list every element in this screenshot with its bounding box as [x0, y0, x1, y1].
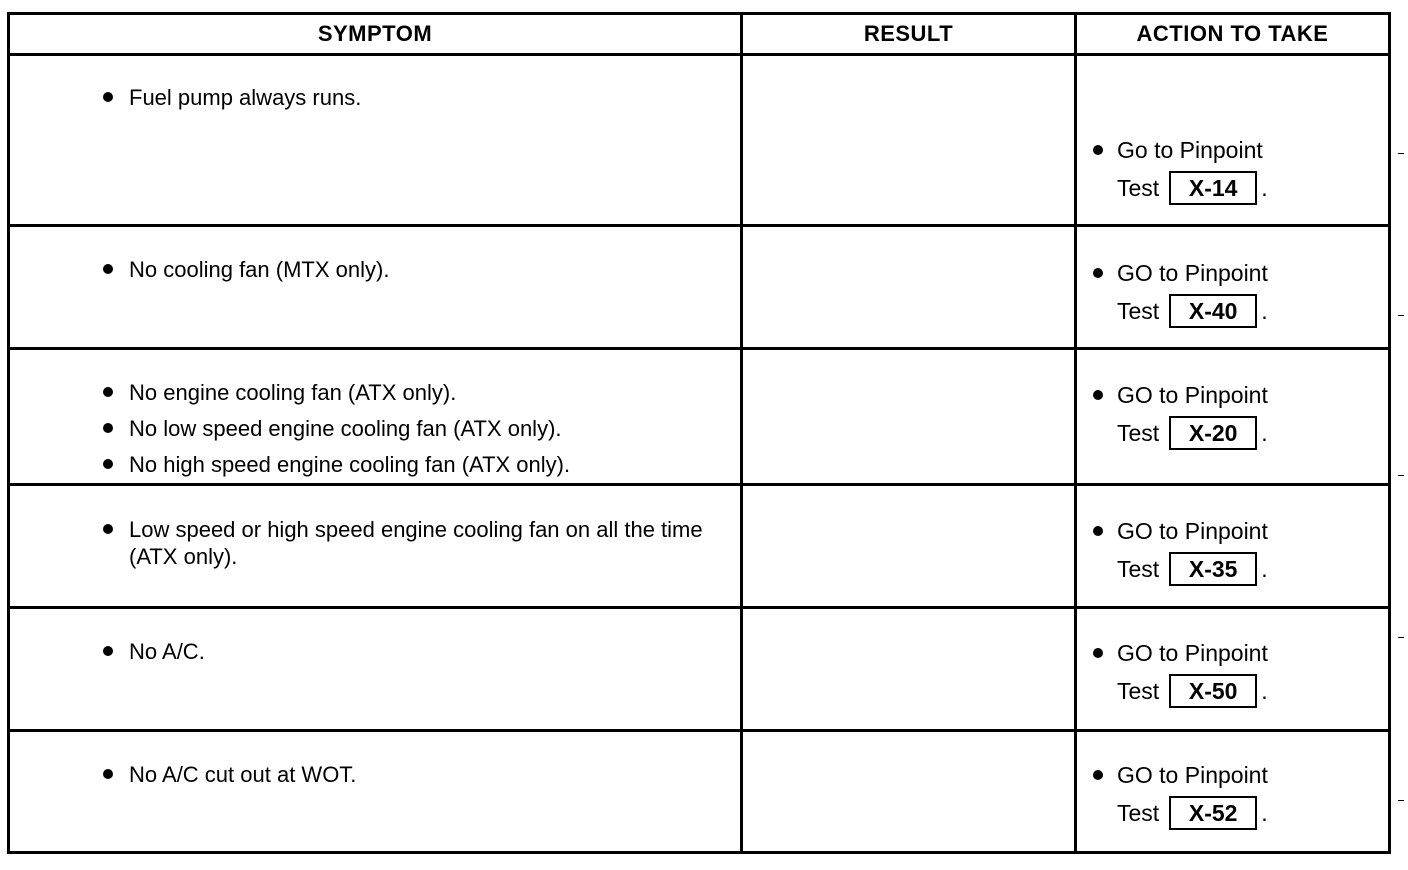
- action-prefix: GO to Pinpoint: [1091, 756, 1268, 794]
- pinpoint-test-code: X-35: [1169, 552, 1257, 586]
- table-border-right: [1388, 12, 1391, 854]
- pinpoint-test-code: X-20: [1169, 416, 1257, 450]
- header-result: RESULT: [863, 21, 954, 46]
- action-suffix: .: [1261, 298, 1268, 324]
- action-test-label: Test: [1117, 678, 1160, 704]
- symptom-line: No cooling fan (MTX only).: [103, 256, 389, 283]
- symptom-cell: [103, 84, 361, 120]
- row-divider: [7, 347, 1391, 350]
- action-line: [1091, 169, 1268, 207]
- action-prefix: Go to Pinpoint: [1091, 131, 1268, 169]
- symptom-line: No low speed engine cooling fan (ATX only).: [103, 415, 570, 442]
- header-action: ACTION TO TAKE: [1136, 21, 1329, 46]
- header-symptom: SYMPTOM: [317, 21, 433, 46]
- pinpoint-test-code: X-14: [1169, 171, 1257, 205]
- diagnostic-table: [7, 12, 1391, 854]
- symptom-cell: [103, 638, 205, 674]
- action-line: [1091, 672, 1268, 710]
- row-divider: [7, 729, 1391, 732]
- action-prefix: GO to Pinpoint: [1091, 512, 1268, 550]
- action-cell: [1091, 634, 1268, 710]
- action-test-label: Test: [1117, 420, 1160, 446]
- action-cell: [1091, 254, 1268, 330]
- symptom-line: Fuel pump always runs.: [103, 84, 361, 111]
- margin-tick: [1398, 315, 1404, 316]
- action-test-label: Test: [1117, 175, 1160, 201]
- table-border-left: [7, 12, 10, 854]
- action-test-label: Test: [1117, 556, 1160, 582]
- pinpoint-test-code: X-40: [1169, 294, 1257, 328]
- action-cell: [1091, 756, 1268, 832]
- action-test-label: Test: [1117, 298, 1160, 324]
- symptom-line: No high speed engine cooling fan (ATX only).: [103, 451, 570, 478]
- margin-tick: [1398, 153, 1404, 154]
- action-suffix: .: [1261, 800, 1268, 826]
- action-suffix: .: [1261, 556, 1268, 582]
- symptom-cell: [103, 516, 723, 579]
- action-test-label: Test: [1117, 800, 1160, 826]
- symptom-cell: [103, 256, 389, 292]
- pinpoint-test-code: X-50: [1169, 674, 1257, 708]
- symptom-line: No A/C cut out at WOT.: [103, 761, 356, 788]
- row-divider: [7, 224, 1391, 227]
- margin-tick: [1398, 637, 1404, 638]
- action-line: [1091, 550, 1268, 588]
- symptom-line: No engine cooling fan (ATX only).: [103, 379, 570, 406]
- symptom-line: Low speed or high speed engine cooling fan on all the time (ATX only).: [103, 516, 723, 570]
- margin-tick: [1398, 475, 1404, 476]
- action-line: [1091, 414, 1268, 452]
- action-prefix: GO to Pinpoint: [1091, 634, 1268, 672]
- action-prefix: GO to Pinpoint: [1091, 254, 1268, 292]
- action-cell: [1091, 512, 1268, 588]
- margin-tick: [1398, 800, 1404, 801]
- action-suffix: .: [1261, 420, 1268, 446]
- action-prefix: GO to Pinpoint: [1091, 376, 1268, 414]
- action-line: [1091, 292, 1268, 330]
- action-suffix: .: [1261, 175, 1268, 201]
- column-divider-result: [740, 12, 743, 854]
- action-cell: [1091, 376, 1268, 452]
- symptom-cell: [103, 761, 356, 797]
- pinpoint-test-code: X-52: [1169, 796, 1257, 830]
- action-suffix: .: [1261, 678, 1268, 704]
- row-divider: [7, 606, 1391, 609]
- symptom-line: No A/C.: [103, 638, 205, 665]
- action-line: [1091, 794, 1268, 832]
- table-border-bottom: [7, 851, 1391, 854]
- column-divider-action: [1074, 12, 1077, 854]
- action-cell: [1091, 131, 1268, 207]
- symptom-cell: [103, 379, 570, 487]
